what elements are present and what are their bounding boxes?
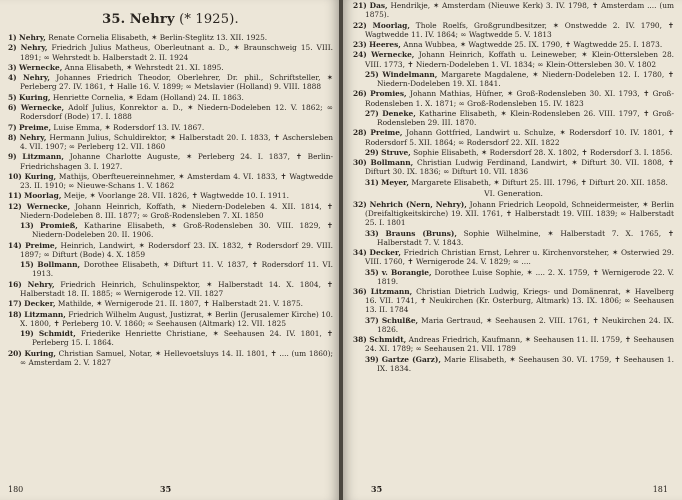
- genealogy-entry: [353, 355, 674, 373]
- genealogy-entry: [8, 299, 333, 308]
- entry-number: 25): [365, 69, 379, 79]
- entry-text: Johannes Friedrich Theodor, Oberlehrer, Dr. phil., Schriftsteller, ✶ Perleberg 27. IV. 1861, ✝ Halle 16. V. 1899; ∞ Metslavier (Holland) 9. VIII. 1888: [20, 73, 333, 92]
- entry-text: Christian Samuel, Notar, ✶ Hellevoetsluys 14. II. 1801, ✝ .... (um 1860); ∞ Amsterdam 2. V. 1827: [20, 348, 334, 367]
- entry-surname: Wernecke,: [26, 201, 71, 211]
- entry-number: 38): [353, 335, 367, 345]
- entry-number: 31): [365, 177, 379, 187]
- entry-surname: Moorlag,: [372, 20, 410, 30]
- entry-number: 21): [353, 1, 367, 10]
- entry-number: 35): [365, 267, 379, 277]
- entry-text: Renate Cornelia Elisabeth, ✶ Berlin-Steglitz 13. XII. 1925.: [48, 33, 268, 42]
- entry-text: Katharine Elisabeth, ✶ Klein-Rodensleben 26. VIII. 1797, ✝ Groß-Rodensleben 29. III. 1870.: [377, 108, 675, 127]
- entry-text: Luise Emma, ✶ Rodersdorf 13. IV. 1867.: [53, 122, 205, 132]
- heading-name: Nehry: [129, 12, 175, 27]
- running-head: 35: [160, 484, 172, 494]
- entry-surname: Nehry,: [27, 279, 55, 289]
- entry-text: Heinrich, Landwirt, ✶ Rodersdorf 23. IX. 1832, ✝ Rodersdorf 29. VIII. 1897; ∞ Difturt (Bode) 4. X. 1859: [20, 240, 333, 259]
- entry-text: Margarete Elisabeth, ✶ Difturt 25. III. 1796, ✝ Difturt 20. XII. 1858.: [411, 177, 668, 187]
- genealogy-entry: [353, 158, 674, 176]
- entry-number: 2): [8, 43, 17, 53]
- page-number: 181: [652, 485, 668, 494]
- genealogy-entry: [353, 109, 674, 127]
- entry-text: Meije, ✶ Voorlange 28. VII. 1826, ✝ Wagtwedde 10. I. 1911.: [63, 191, 289, 201]
- genealogy-entry: [8, 191, 333, 200]
- entry-text: Johann Gottfried, Landwirt u. Schulze, ✶ Rodersdorf 10. IV. 1801, ✝ Rodersdorf 5. XII. 1864; ∞ Rodersdorf 22. XII. 1822: [365, 128, 674, 147]
- entry-surname: Litzmann,: [22, 152, 64, 162]
- entry-surname: Wernecke,: [20, 103, 65, 113]
- genealogy-entry: [353, 248, 674, 266]
- entry-number: 23): [353, 40, 367, 49]
- entry-number: 18): [8, 309, 22, 319]
- entry-number: 6): [8, 103, 17, 113]
- entry-surname: Brauns (Bruns),: [385, 228, 457, 238]
- entry-number: 28): [353, 128, 367, 138]
- genealogy-entry: [353, 287, 674, 314]
- entry-surname: Nehry,: [19, 33, 46, 42]
- generation-heading: VI. Generation.: [484, 188, 543, 198]
- entry-surname: Struve,: [381, 147, 411, 157]
- genealogy-entry: [8, 103, 333, 121]
- entry-surname: Bollmann,: [370, 158, 414, 168]
- entry-number: 17): [8, 299, 22, 309]
- entry-number: 4): [8, 73, 17, 83]
- entry-text: Friedrich Wilhelm August, Justizrat, ✶ Berlin (Jerusalemer Kirche) 10. X. 1800, ✝ Perleberg 10. V. 1860; ∞ Seehausen (Altmark) 12. VII. 1825: [20, 309, 333, 328]
- entry-text: Katharine Elisabeth, ✶ Groß-Rodensleben 30. VIII. 1829, ✝ Niedern-Dodeleben 20. II. 1906.: [32, 221, 333, 240]
- entry-number: 36): [353, 287, 367, 297]
- entry-text: Dorothee Elisabeth, ✶ Difturt 11. V. 1837, ✝ Rodersdorf 11. VI. 1913.: [32, 260, 333, 279]
- entry-surname: Moorlag,: [24, 191, 62, 201]
- entry-surname: Preime,: [19, 122, 52, 132]
- genealogy-entry: [8, 43, 333, 61]
- genealogy-entry: [8, 133, 333, 151]
- entry-text: Sophie Wilhelmine, ✶ Halberstadt 7. X. 1765, ✝ Halberstadt 7. V. 1843.: [377, 228, 674, 247]
- entry-surname: Das,: [369, 1, 388, 10]
- genealogy-entry: [8, 152, 333, 170]
- entry-text: Henriette Cornelia, ✶ Edam (Holland) 24. II. 1863.: [52, 92, 244, 102]
- entry-surname: Schulße,: [381, 315, 419, 325]
- genealogy-entry: [8, 33, 333, 42]
- genealogy-entry: [353, 89, 674, 107]
- genealogy-entry: [8, 260, 333, 278]
- genealogy-entry: [353, 200, 674, 227]
- page-heading: [8, 12, 333, 27]
- entry-text: Friedrich Julius Matheus, Oberleutnant a. D., ✶ Braunschweig 15. VIII. 1891; ∞ Wehrstedt b. Halberstadt 2. II. 1924: [20, 43, 333, 62]
- genealogy-entry: [8, 172, 333, 190]
- entry-text: Hermann Julius, Schuldirektor, ✶ Halberstadt 20. I. 1833, ✝ Aschersleben 4. VII. 1907; ∞ Perleberg 12. VII. 1860: [20, 132, 333, 152]
- entry-number: 29): [365, 147, 379, 157]
- entry-surname: Bollmann,: [37, 260, 81, 270]
- genealogy-entry: [353, 70, 674, 88]
- entry-text: Johann Mathias, Hüfner, ✶ Groß-Rodensleben 30. XI. 1793, ✝ Groß-Rodensleben 1. X. 1871; ∞ Groß-Rodensleben 15. IV. 1823: [365, 89, 674, 108]
- genealogy-entry: [8, 93, 333, 102]
- entry-surname: Kuring,: [24, 348, 56, 358]
- entry-surname: Kuring,: [19, 92, 51, 102]
- genealogy-entry: [353, 148, 674, 157]
- entry-number: 15): [20, 260, 34, 270]
- entry-text: Friedrich Heinrich, Schulinspektor, ✶ Halberstadt 14. X. 1804, ✝ Halberstadt 18. II. 1885; ∞ Wernigerode 12. VII. 1827: [20, 279, 333, 298]
- genealogy-entry: [8, 280, 333, 298]
- genealogy-entry: [353, 21, 674, 39]
- genealogy-entry: [8, 73, 333, 91]
- entry-surname: Decker,: [24, 299, 56, 309]
- genealogy-entry: [8, 329, 333, 347]
- entry-number: 20): [8, 348, 22, 358]
- entry-text: Friedrich Christian Ernst, Lehrer u. Kirchenvorsteher, ✶ Osterwied 29. VIII. 1760, ✝ Wernigerode 24. V. 1829; ∞ ....: [365, 248, 674, 267]
- entry-number: 22): [353, 20, 367, 30]
- genealogy-entry: [353, 268, 674, 286]
- heading-number: 35.: [102, 12, 126, 27]
- entry-number: 11): [8, 191, 22, 201]
- entry-surname: Nehry,: [23, 73, 50, 83]
- entry-number: 16): [8, 279, 22, 289]
- genealogy-entry: [353, 1, 674, 19]
- left-page: [0, 0, 339, 500]
- entry-surname: Deneke,: [382, 108, 416, 118]
- entry-number: 3): [8, 62, 17, 72]
- entry-number: 9): [8, 152, 17, 162]
- genealogy-entry: [353, 229, 674, 247]
- entry-text: Andreas Friedrich, Kaufmann, ✶ Seehausen 11. II. 1759, ✝ Seehausen 24. XI. 1789; ∞ Seehausen 21. VII. 1789: [365, 335, 674, 354]
- entry-number: 12): [8, 201, 22, 211]
- entry-number: 32): [353, 200, 367, 209]
- right-entry-list: [353, 1, 674, 373]
- entry-number: 33): [365, 228, 379, 238]
- entry-text: Margarete Magdalene, ✶ Niedern-Dodeleben 12. I. 1780, ✝ Niedern-Dodeleben 19. XI. 1841.: [377, 69, 674, 88]
- entry-surname: Promieß,: [39, 221, 78, 231]
- entry-surname: Meyer,: [381, 177, 409, 187]
- entry-text: Marie Elisabeth, ✶ Seehausen 30. VI. 1759, ✝ Seehausen 1. IX. 1834.: [377, 354, 674, 373]
- entry-text: Mathijs, Oberfteuereinnehmer, ✶ Amsterdam 4. VI. 1833, ✝ Wagtwedde 23. II. 1910; ∞ Nieuwe-Schans 1. V. 1862: [20, 171, 333, 191]
- entry-surname: v. Borangie,: [381, 267, 432, 277]
- entry-text: Adolf Julius, Konrektor a. D., ✶ Niedern-Dodeleben 12. V. 1862; ∞ Rodersdorf (Bode) 17. I. 1888: [20, 103, 333, 122]
- entry-text: Christian Ludwig Ferdinand, Landwirt, ✶ Difturt 30. VII. 1808, ✝ Difturt 30. IX. 1836; ∞ Difturt 10. VII. 1836: [365, 158, 674, 177]
- entry-text: Johanne Charlotte Auguste, ✶ Perleberg 24. I. 1837, ✝ Berlin-Friedrichshagen 3. I. 1927.: [20, 152, 333, 171]
- genealogy-entry: [353, 40, 674, 49]
- entry-number: 14): [8, 240, 22, 250]
- entry-number: 7): [8, 122, 17, 132]
- entry-surname: Nehrich (Nern, Nehry),: [369, 200, 467, 209]
- entry-number: 24): [353, 50, 367, 60]
- entry-text: Anna Wubbea, ✶ Wagtwedde 25. IX. 1790, ✝ Wagtwedde 25. I. 1873.: [403, 40, 663, 49]
- genealogy-entry: [353, 50, 674, 68]
- genealogy-entry: [8, 349, 333, 367]
- genealogy-entry: [353, 178, 674, 187]
- entry-surname: Nehry,: [20, 43, 48, 53]
- entry-number: 10): [8, 171, 22, 181]
- genealogy-entry: [8, 310, 333, 328]
- entry-surname: Promies,: [370, 89, 407, 99]
- entry-surname: Schmidt,: [38, 329, 76, 339]
- entry-number: 27): [365, 108, 379, 118]
- running-head: 35: [371, 484, 383, 494]
- left-entry-list: [8, 33, 333, 367]
- entry-number: 5): [8, 92, 17, 102]
- entry-surname: Kuring,: [24, 171, 57, 181]
- entry-surname: Wernecke,: [371, 50, 415, 60]
- entry-number: 30): [353, 158, 367, 168]
- entry-text: Thole Roelfs, Großgrundbesitzer, ✶ Onstwedde 2. IV. 1790, ✝ Wagtwedde 11. IV. 1864; ∞ Wagtwedde 5. V. 1813: [365, 20, 675, 39]
- genealogy-entry: [8, 202, 333, 220]
- entry-surname: Heeres,: [369, 40, 401, 49]
- entry-number: 19): [20, 329, 34, 339]
- entry-text: Johann Friedrich Leopold, Schneidermeister, ✶ Berlin (Dreifaltigkeitskirche) 19. XII. 1761, ✝ Halberstadt 19. VIII. 1839; ∞ Halberstadt 25. I. 1801: [365, 200, 674, 228]
- page-number: 180: [8, 485, 24, 494]
- genealogy-entry: [353, 335, 674, 353]
- entry-text: Sophie Elisabeth, ✶ Rodersdorf 28. X. 1802, ✝ Rodersdorf 3. I. 1856.: [413, 147, 673, 157]
- genealogy-entry: [8, 221, 333, 239]
- entry-surname: Nehry,: [19, 132, 47, 142]
- entry-number: 39): [365, 354, 379, 364]
- genealogy-entry: [8, 241, 333, 259]
- entry-text: Johann Heinrich, Koffath u. Leineweber, ✶ Klein-Ottersleben 28. VIII. 1773, ✝ Niedern-Dodeleben 1. VI. 1834; ∞ Klein-Ottersleben 30. V. 1802: [365, 50, 675, 69]
- entry-text: Mathilde, ✶ Wernigerode 21. II. 1807, ✝ Halberstadt 21. V. 1875.: [57, 299, 303, 309]
- entry-surname: Gartze (Garz),: [381, 354, 441, 364]
- entry-number: 37): [365, 315, 379, 325]
- entry-surname: Litzmann,: [24, 309, 66, 319]
- entry-number: 34): [353, 248, 367, 258]
- entry-surname: Windelmann,: [382, 69, 438, 79]
- entry-surname: Preime,: [25, 240, 58, 250]
- entry-number: 13): [20, 221, 34, 231]
- entry-surname: Wernecke,: [19, 62, 63, 72]
- entry-surname: Litzmann,: [370, 287, 413, 297]
- entry-number: 26): [353, 89, 367, 99]
- entry-surname: Preime,: [370, 128, 403, 138]
- entry-text: Anna Elisabeth, ✶ Wehrstedt 21. XI. 1895.: [64, 62, 224, 72]
- entry-surname: Schmidt,: [369, 335, 407, 345]
- genealogy-entry: [8, 123, 333, 132]
- genealogy-entry: [353, 316, 674, 334]
- entry-text: Christian Dietrich Ludwig, Kriegs- und Domänenrat, ✶ Havelberg 16. VII. 1741, ✝ Neukirchen (Kr. Osterburg, Altmark) 13. IX. 1806; ∞ Seehausen 13. II. 1784: [365, 287, 674, 315]
- entry-text: Maria Gertraud, ✶ Seehausen 2. VIII. 1761, ✝ Neukirchen 24. IX. 1826.: [377, 315, 674, 334]
- genealogy-entry: [8, 63, 333, 72]
- entry-text: Friederike Henriette Christiane, ✶ Seehausen 24. IV. 1801, ✝ Perleberg 15. I. 1864.: [32, 329, 334, 348]
- genealogy-entry: [353, 128, 674, 146]
- heading-year: (* 1925).: [179, 12, 239, 27]
- entry-surname: Decker,: [369, 248, 401, 258]
- entry-text: Hendrikje, ✶ Amsterdam (Nieuwe Kerk) 3. IV. 1798, ✝ Amsterdam .... (um 1875).: [365, 1, 674, 20]
- entry-number: 1): [8, 33, 17, 42]
- entry-number: 8): [8, 132, 17, 142]
- right-page: [343, 0, 682, 500]
- entry-text: Johann Heinrich, Koffath, ✶ Niedern-Dodeleben 4. XII. 1814, ✝ Niedern-Dodeleben 8. III. 1877; ∞ Groß-Rodensleben 7. XI. 1850: [20, 201, 333, 220]
- entry-text: Dorothee Luise Sophie, ✶ .... 2. X. 1759, ✝ Wernigerode 22. V. 1819.: [377, 267, 674, 286]
